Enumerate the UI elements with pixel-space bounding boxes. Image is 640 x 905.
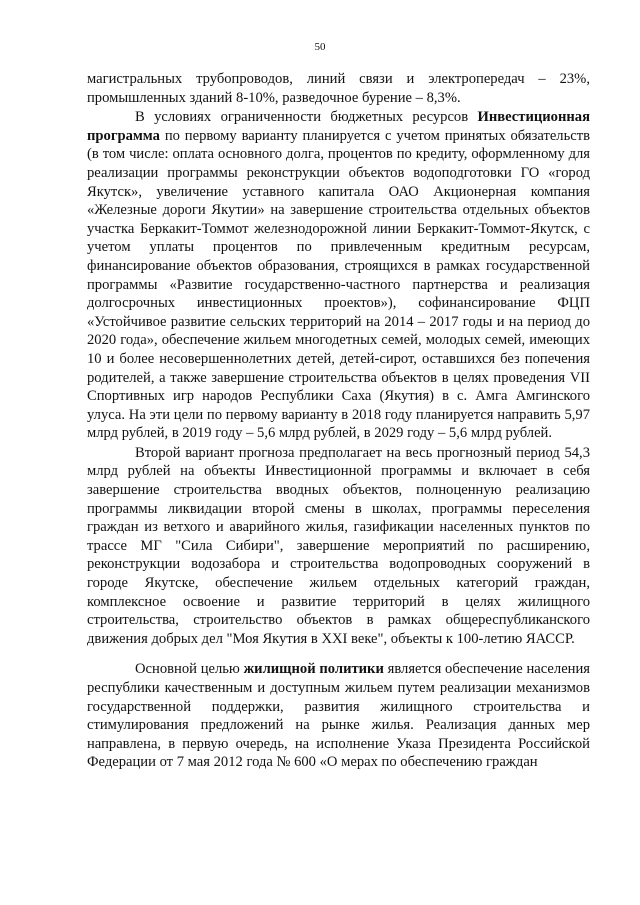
paragraph-2-start: В условиях ограниченности бюджетных ресурсов	[135, 109, 478, 126]
housing-policy-term: жилищной политики	[243, 661, 384, 678]
page-number: 50	[314, 41, 326, 53]
paragraph-1: магистральных трубопроводов, линий связи и электропередач – 23%, промышленных зданий 8-10%, разведочное бурение – 8,3%.	[87, 71, 590, 106]
investment-program-term: Инвестиционная программа	[87, 109, 590, 144]
paragraph-3: Второй вариант прогноза предполагает на весь прогнозный период 54,3 млрд рублей на объекты Инвестиционной программы и включает в себя завершение строительства вводных объектов, полноценную реализацию программы ликвидации второй смены в школах, программы переселения граждан из ветхого и аварийного жилья, газификации населенных пунктов по трассе МГ "Сила Сибири", завершение мероприятий по расширению, реконструкции водозабора и строительства водопроводных сооружений в городе Якутске, обеспечение жильем отдельных категорий граждан, комплексное освоение и развитие территорий в целях жилищного строительства, строительство объектов в рамках общереспубликанского движения добрых дел "Моя Якутия в XXI веке", объекты к 100-летию ЯАССР.	[87, 444, 590, 647]
body-text	[87, 70, 590, 772]
paragraph-4-rest: является обеспечение населения республики качественным и доступным жильем путем реализации механизмов государственной поддержки, развития жилищного строительства и стимулирования предложений на рынке жилья. Реализация данных мер направлена, в первую очередь, на исполнение Указа Президента Российской Федерации от 7 мая 2012 года № 600 «О мерах по обеспечению граждан	[87, 661, 590, 771]
paragraph-2	[87, 108, 590, 443]
paragraph-4-start: Основной целью	[135, 661, 244, 678]
paragraph-4	[87, 660, 590, 772]
paragraph-2-rest: по первому варианту планируется с учетом принятых обязательств (в том числе: оплата основного долга, процентов по кредиту, оформленному для реализации программы реконструкции объектов водоподготовки ГО «город Якутск», увеличение уставного капитала ОАО Акционерная компания «Железные дороги Якутии» на завершение строительства отдельных объектов участка Беркакит-Томмот железнодорожной линии Беркакит-Томмот-Якутск, с учетом уплаты процентов по привлеченным кредитным ресурсам, финансирование объектов образования, строящихся в рамках государственной программы «Развитие государственно-частного партнерства и реализация долгосрочных инвестиционных проектов»), софинансирование ФЦП «Устойчивое развитие сельских территорий на 2014 – 2017 годы и на период до 2020 года», обеспечение жильем многодетных семей, молодых семей, имеющих 10 и более несовершеннолетних детей, детей-сирот, оставшихся без попечения родителей, а также завершение строительства объектов в целях проведения VII Спортивных игр народов Республики Саха (Якутия) в с. Амга Амгинского улуса. На эти цели по первому варианту в 2018 году планируется направить 5,97 млрд рублей, в 2019 году – 5,6 млрд рублей, в 2029 году – 5,6 млрд рублей.	[87, 127, 590, 442]
